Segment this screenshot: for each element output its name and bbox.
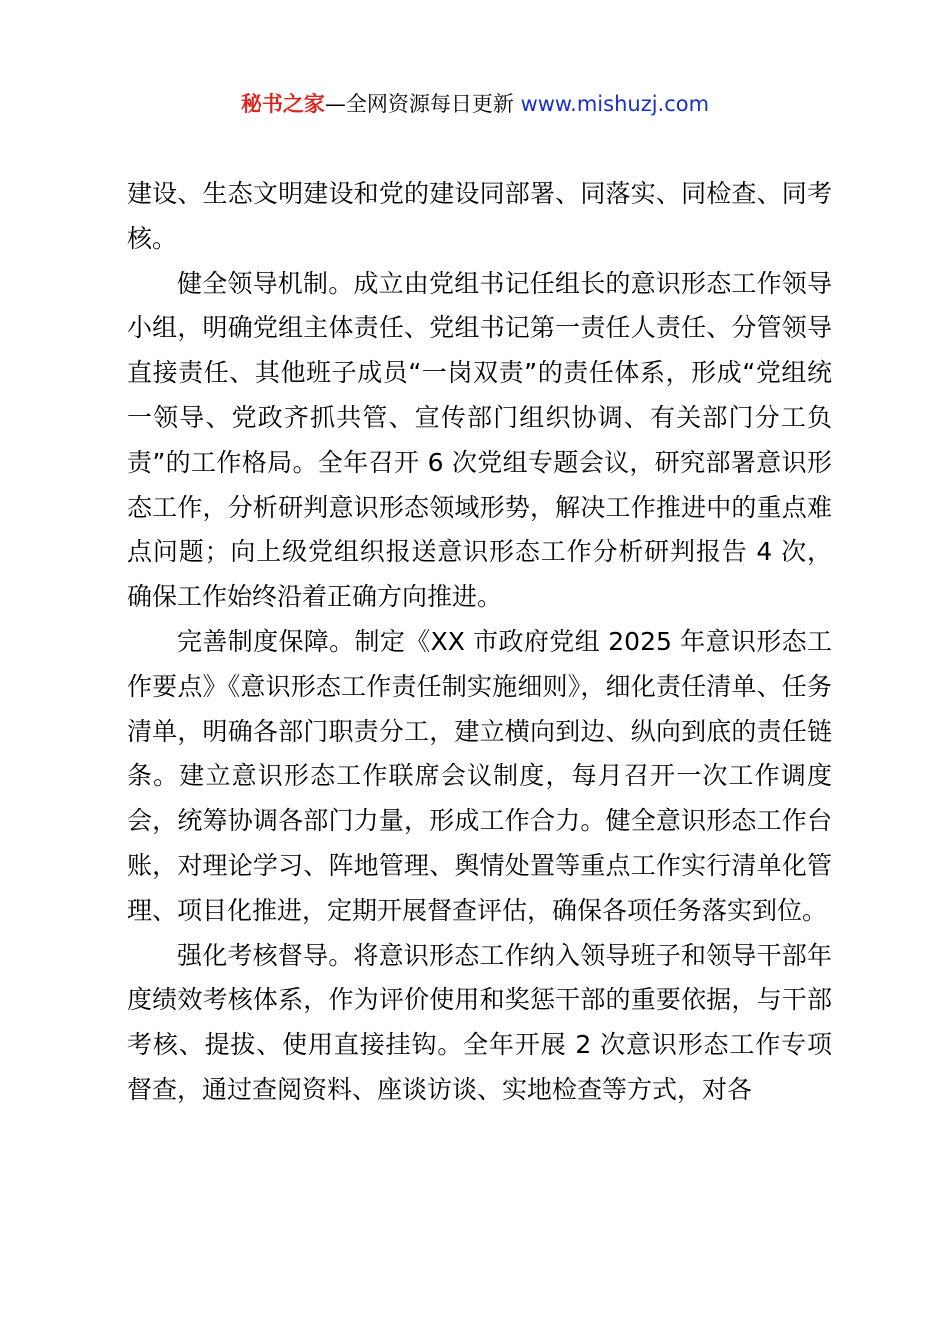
- paragraph-system-guarantee: 完善制度保障。制定《XX 市政府党组 2025 年意识形态工作要点》《意识形态工作责任制实施细则》，细化责任清单、任务清单，明确各部门职责分工，建立横向到边、纵向到底的责任链条。建立意识形态工作联席会议制度，每月召开一次工作调度会，统筹协调各部门力量，形成工作合力。健全意识形态工作台账，对理论学习、阵地管理、舆情处置等重点工作实行清单化管理、项目化推进，定期开展督查评估，确保各项任务落实到位。: [127, 626, 832, 925]
- paragraph-continuation: 建设、生态文明建设和党的建设同部署、同落实、同检查、同考核。: [127, 179, 832, 253]
- site-tagline: —全网资源每日更新: [324, 92, 521, 116]
- site-url[interactable]: www.mishuzj.com: [520, 92, 710, 116]
- site-brand: 秘书之家: [240, 92, 325, 116]
- paragraph-leadership-mechanism: 健全领导机制。成立由党组书记任组长的意识形态工作领导小组，明确党组主体责任、党组书记第一责任人责任、分管领导直接责任、其他班子成员“一岗双责”的责任体系，形成“党组统一领导、党政齐抓共管、宣传部门组织协调、有关部门分工负责”的工作格局。全年召开 6 次党组专题会议，研究部署意识形态工作，分析研判意识形态领域形势，解决工作推进中的重点难点问题；向上级党组织报送意识形态工作分析研判报告 4 次，确保工作始终沿着正确方向推进。: [127, 268, 832, 612]
- page-header: [0, 88, 950, 120]
- paragraph-assessment-supervision: 强化考核督导。将意识形态工作纳入领导班子和领导干部年度绩效考核体系，作为评价使用和奖惩干部的重要依据，与干部考核、提拔、使用直接挂钩。全年开展 2 次意识形态工作专项督查，通过查阅资料、座谈访谈、实地检查等方式，对各: [127, 940, 832, 1104]
- document-body: [127, 172, 832, 1113]
